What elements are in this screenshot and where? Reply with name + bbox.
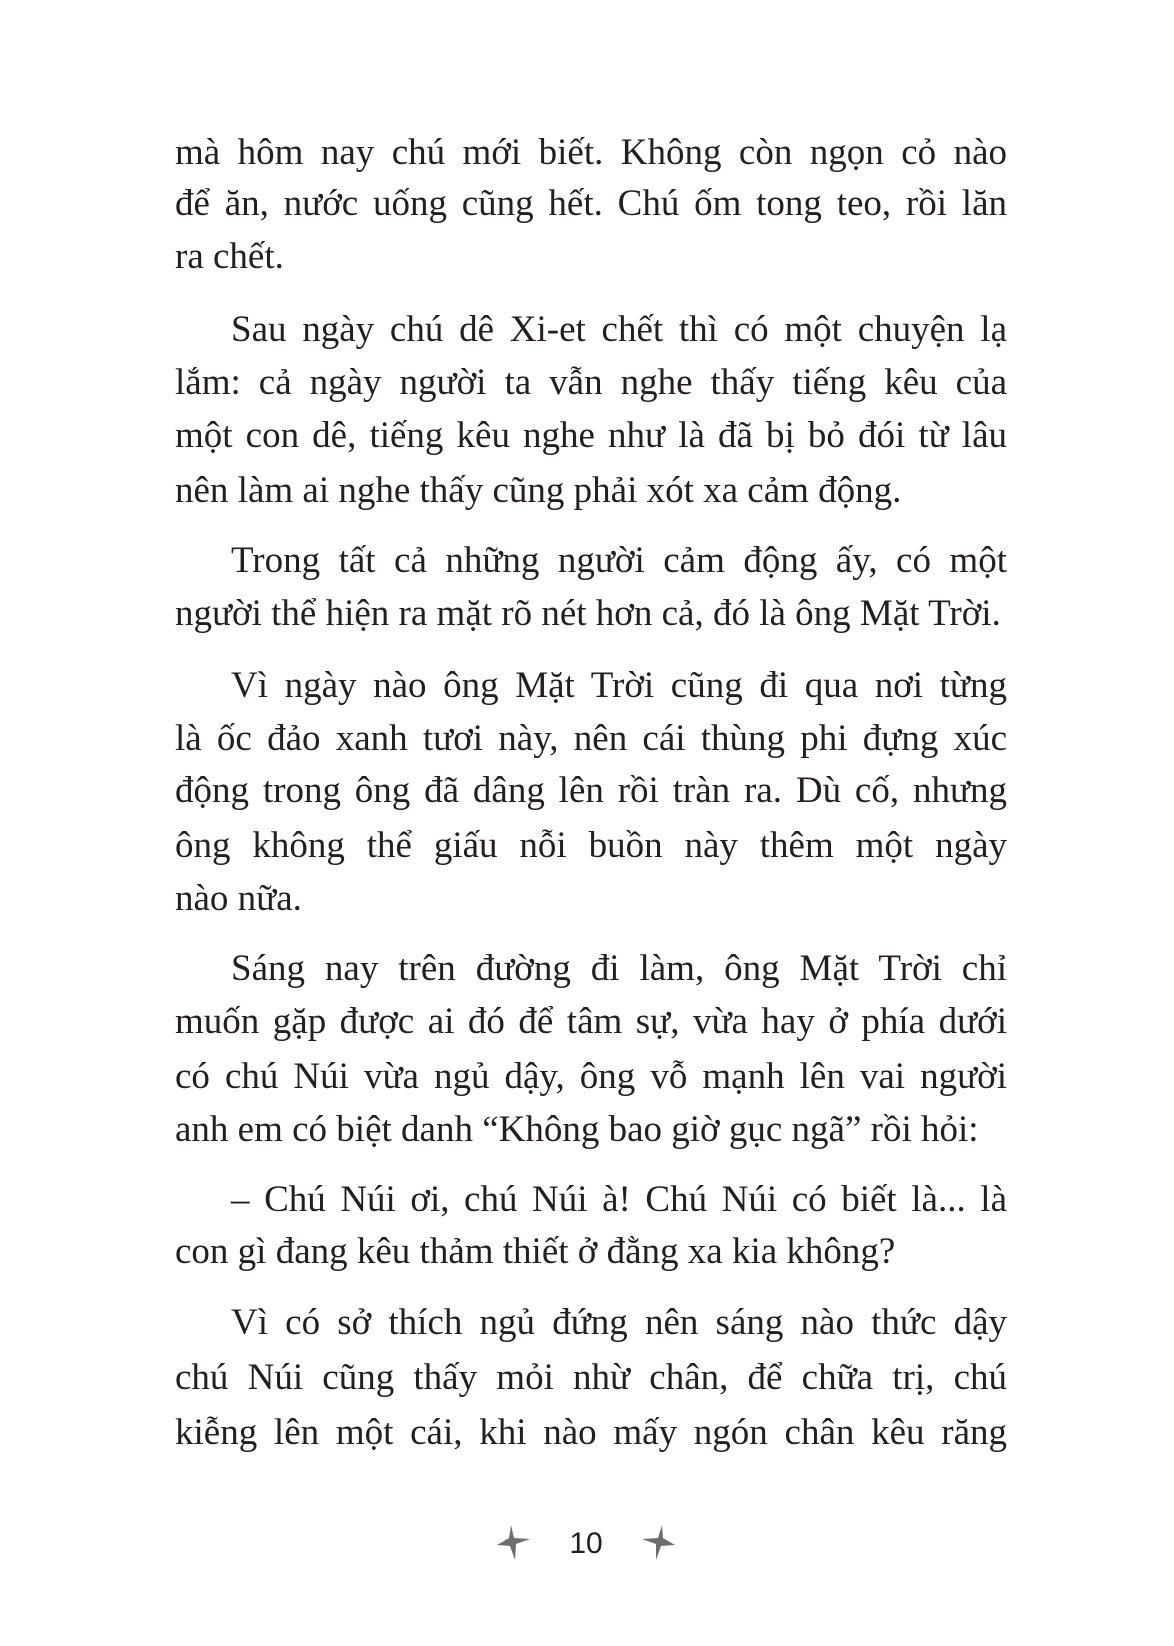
page-footer (0, 1520, 1174, 1570)
text-line: Sau ngày chú dê Xi-et chết thì có một chuyện lạ (231, 309, 1007, 350)
text-line: kiễng lên một cái, khi nào mấy ngón chân kêu răng (175, 1412, 1007, 1453)
text-line: ra chết. (175, 236, 284, 277)
text-line: lắm: cả ngày người ta vẫn nghe thấy tiếng kêu của (175, 362, 1007, 403)
text-line: mà hôm nay chú mới biết. Không còn ngọn cỏ nào (175, 132, 1007, 173)
text-line: động trong ông đã dâng lên rồi tràn ra. Dù cố, nhưng (175, 770, 1007, 811)
text-line: Vì ngày nào ông Mặt Trời cũng đi qua nơi từng (231, 665, 1007, 706)
text-line: chú Núi cũng thấy mỏi nhừ chân, để chữa trị, chú (175, 1357, 1007, 1398)
text-line: Vì có sở thích ngủ đứng nên sáng nào thức dậy (231, 1302, 1007, 1343)
text-line: để ăn, nước uống cũng hết. Chú ốm tong teo, rồi lăn (175, 183, 1007, 224)
text-line: nên làm ai nghe thấy cũng phải xót xa cảm động. (175, 470, 902, 511)
text-line: người thể hiện ra mặt rõ nét hơn cả, đó là ông Mặt Trời. (175, 593, 1001, 634)
text-line: ông không thể giấu nỗi buồn này thêm một ngày (175, 825, 1007, 866)
text-line: là ốc đảo xanh tươi này, nên cái thùng phi đựng xúc (175, 718, 1007, 759)
text-line: anh em có biệt danh “Không bao giờ gục ngã” rồi hỏi: (175, 1109, 979, 1150)
text-line: muốn gặp được ai đó để tâm sự, vừa hay ở phía dưới (175, 1001, 1007, 1042)
star-icon (637, 1523, 677, 1563)
text-line: một con dê, tiếng kêu nghe như là đã bị bỏ đói từ lâu (175, 415, 1007, 456)
star-icon (495, 1523, 535, 1563)
text-line: Sáng nay trên đường đi làm, ông Mặt Trời chỉ (231, 948, 1007, 989)
text-line: Trong tất cả những người cảm động ấy, có một (231, 540, 1007, 581)
text-line: có chú Núi vừa ngủ dậy, ông vỗ mạnh lên vai người (175, 1056, 1007, 1097)
text-line: – Chú Núi ơi, chú Núi à! Chú Núi có biết là... là (231, 1179, 1007, 1220)
text-line: nào nữa. (175, 878, 302, 919)
page-number: 10 (569, 1527, 603, 1560)
text-line: con gì đang kêu thảm thiết ở đằng xa kia không? (175, 1231, 896, 1272)
